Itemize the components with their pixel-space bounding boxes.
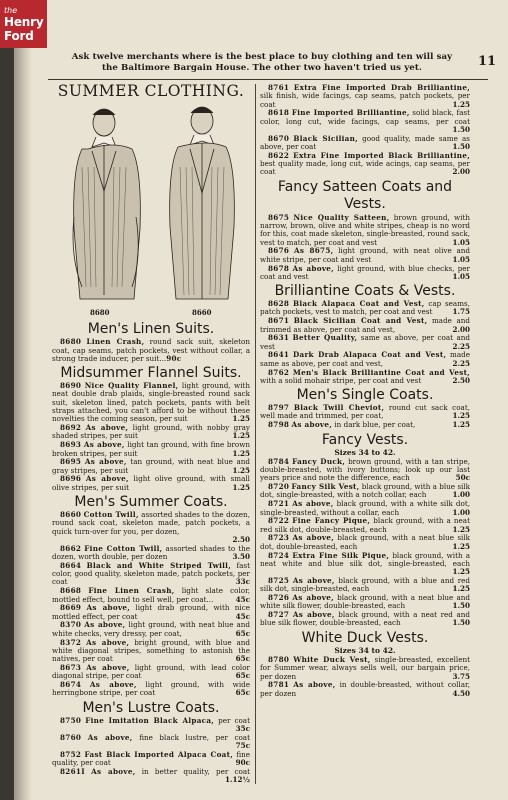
- catalog-item: 8676 As 8675, light ground, with neat olive and white stripe, per coat and vest 1.05: [260, 246, 470, 264]
- catalog-item: 8727 As above, black ground, with a neat red and blue silk flower, double-breasted, each 1.50: [260, 610, 470, 628]
- catalog-item: 8628 Black Alapaca Coat and Vest, cap seams, patch pockets, vest to match, per coat and vest 1.75: [260, 299, 470, 317]
- catalog-item: 8372 As above, bright ground, with blue and white diagonal stripes, something to astonish the natives, per coat 65c: [52, 637, 250, 664]
- catalog-item: 8673 As above, light ground, with lead color diagonal stripe, per coat 65c: [52, 662, 250, 681]
- section-title: Men's Single Coats.: [296, 387, 434, 404]
- catalog-item: 8725 As above, black ground, with a blue and red silk dot, single-breasted, each 1.25: [260, 575, 470, 594]
- catalog-item: 8664 Black and White Striped Twill, fast color, good quality, skeleton made, patch pockets, per coat 33c: [52, 560, 250, 587]
- catalog-item: 8761 Extra Fine Imported Drab Brilliantine, silk finish, wide facings, cap seams, patch pockets, per coat 1.25: [260, 83, 471, 109]
- figure-number-2: 8660: [192, 308, 212, 318]
- header-line-2: the Baltimore Bargain House. The other two haven't tried us yet.: [101, 63, 423, 73]
- sizes-note: Sizes 34 to 42.: [334, 447, 396, 457]
- catalog-item: 8693 As above, light tan ground, with fine brown broken stripes, per suit 1.25: [52, 440, 250, 458]
- catalog-item: 8674 As above, light ground, with wide herringbone stripe, per coat 65c: [52, 679, 250, 698]
- catalog-item: 8780 White Duck Vest, single-breasted, excellent for Summer wear, always sells well, our bargain price, per dozen 3.75: [260, 655, 470, 681]
- catalog-item: 8641 Dark Drab Alapaca Coat and Vest, made same as above, per coat and vest, 2.25: [260, 350, 470, 368]
- section-title: Midsummer Flannel Suits.: [60, 365, 242, 382]
- catalog-item: 8668 Fine Linen Crash, light slate color, mottled effect, bound to sell well, per coat... 45c: [52, 586, 250, 604]
- summer-clothing-title: SUMMER CLOTHING.: [57, 82, 245, 100]
- catalog-item: 8662 Fine Cotton Twill, assorted shades to the dozen, worth double, per dozen 3.50: [52, 543, 250, 562]
- catalog-item: 8631 Better Quality, same as above, per coat and vest 2.25: [260, 333, 470, 351]
- left-column: [52, 84, 250, 785]
- column-divider: [255, 84, 256, 784]
- section-title: Men's Linen Suits.: [87, 321, 215, 338]
- illustration: [52, 97, 250, 319]
- section-title: Fancy Satteen Coats and Vests.: [277, 178, 453, 212]
- catalog-item: 8680 Linen Crash, round sack suit, skeleton coat, cap seams, patch pockets, vest without collar, a strong trade inducer, per suit...90c: [52, 337, 250, 363]
- figure-number-1: 8680: [90, 308, 110, 318]
- catalog-item: 8696 As above, light olive ground, with small olive stripes, per suit 1.25: [52, 474, 250, 492]
- catalog-item: 8669 As above, light drab ground, with nice mottled effect, per coat 45c: [52, 603, 250, 621]
- catalog-item: 8695 As above, tan ground, with neat blue and gray stripes, per suit 1.25: [52, 457, 250, 475]
- catalog-item: 8784 Fancy Duck, brown ground, with a tan stripe, double-breasted, with ivory buttons; look up our last years price and note the difference, each 50c: [260, 456, 470, 483]
- catalog-item: 8370 As above, light ground, with neat blue and white checks, very dressy, per coat, 65c: [52, 620, 250, 638]
- catalog-item: 8675 Nice Quality Satteen, brown ground, with narrow, brown, olive and white stripes, cheap is no word for this, coat made skeleton, single-breasted, round sack, vest to match, per coat and vest 1.05: [260, 212, 470, 247]
- catalog-item: 8670 Black Sicilian, good quality, made same as above, per coat 1.50: [260, 133, 470, 152]
- catalog-item: 8721 As above, black ground, with a white silk dot, single-breasted, without a collar, each 1.00: [260, 499, 470, 517]
- section-title: Men's Summer Coats.: [74, 494, 228, 511]
- section-title: Fancy Vests.: [321, 431, 409, 448]
- catalog-item: 8678 As above, light ground, with blue checks, per coat and vest 1.05: [260, 263, 470, 281]
- catalog-item: 8261I As above, in better quality, per coat 1.12½: [60, 766, 250, 785]
- sizes-note: Sizes 34 to 42.: [334, 645, 396, 655]
- catalog-item: 8724 Extra Fine Silk Pique, black ground, with a neat white and blue silk dot, single-breasted, each 1.25: [260, 550, 470, 577]
- catalog-item: 8726 As above, black ground, with a neat blue and white silk flower, double-breasted, each 1.50: [260, 593, 470, 611]
- section-title: White Duck Vests.: [301, 629, 429, 646]
- catalog-item: 8720 Fancy Silk Vest, black ground, with a blue silk dot, single-breasted, with a notch collar, each 1.00: [260, 482, 470, 500]
- page-binding: [14, 0, 32, 800]
- header-rule: [48, 79, 488, 80]
- catalog-item: 8752 Fast Black Imported Alpaca Coat, fine quality, per coat 90c: [52, 749, 250, 768]
- catalog-item: 8781 As above, in double-breasted, without collar, per dozen 4.50: [260, 680, 470, 698]
- section-title: Men's Lustre Coats.: [82, 699, 220, 716]
- catalog-item: 8723 As above, black ground, with a neat blue silk dot, double-breasted, each 1.25: [260, 533, 470, 551]
- catalog-item: 8762 Men's Black Brilliantine Coat and Vest, with a solid mohair stripe, per coat and vest 2.50: [260, 367, 470, 385]
- men-in-suits-engraving: [52, 97, 250, 309]
- catalog-item: 8622 Extra Fine Imported Black Brilliantine, best quality made, long cut, wide acings, cap seams, per coat 2.00: [260, 150, 470, 177]
- right-column: [260, 84, 470, 699]
- catalog-item: 8722 Fine Fancy Pique, black ground, with a neat red silk dot, double-breasted, each 1.25: [260, 516, 470, 534]
- catalog-item: 8690 Nice Quality Flannel, light ground, with neat double drab plaids, single-breasted round sack suit, skeleton lined, patch pockets, pants with belt straps attached, you can't afford to be without these novelties the coming season, per suit 1.25: [52, 381, 251, 424]
- catalog-item: 8798 As above, in dark blue, per coat, 1.25: [268, 420, 470, 430]
- catalog-item: 8760 As above, fine black lustre, per coat 75c: [60, 732, 250, 750]
- henry-ford-logo[interactable]: the Henry Ford: [0, 0, 47, 48]
- catalog-item: 8671 Black Sicilian Coat and Vest, made and trimmed as above, per coat and vest, 2.00: [260, 316, 470, 334]
- catalog-item: 8660 Cotton Twill, assorted shades to the dozen, round sack coat, skeleton made, patch pockets, a quick turn-over for you, per dozen, 2.50: [52, 510, 250, 544]
- catalog-item: 8797 Black Twill Cheviot, round cut sack coat, well made and trimmed, per coat, 1.25: [260, 403, 470, 421]
- page-header: [52, 52, 472, 74]
- catalog-item: 8618 Fine Imported Brilliantine, solid black, fast color, long cut, wide facings, cap seams, per coat 1.50: [260, 108, 470, 134]
- header-line-1: Ask twelve merchants where is the best place to buy clothing and ten will say: [71, 52, 453, 62]
- page-number: 11: [478, 54, 497, 69]
- catalog-item: 8750 Fine Imitation Black Alpaca, per coat 35c: [60, 715, 250, 733]
- section-title: Brilliantine Coats & Vests.: [274, 283, 456, 300]
- catalog-item: 8692 As above, light ground, with nobby gray shaded stripes, per suit 1.25: [52, 423, 250, 441]
